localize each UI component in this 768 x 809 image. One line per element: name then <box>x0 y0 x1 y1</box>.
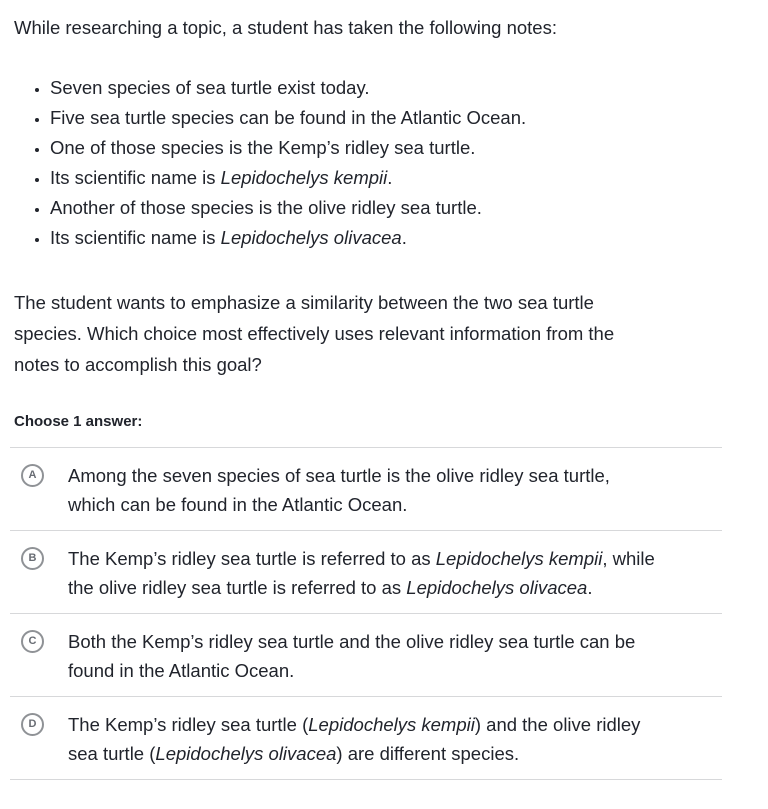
answer-choices <box>10 447 722 780</box>
text-run: found in the Atlantic Ocean. <box>68 660 295 681</box>
choice-radio-circle[interactable] <box>21 713 44 736</box>
text-run: . <box>401 227 407 248</box>
text-run: . <box>587 577 593 598</box>
text-run: The Kemp’s ridley sea turtle is referred to as <box>68 548 436 569</box>
text-run: Its scientific name is <box>50 227 221 248</box>
note-item <box>50 163 754 193</box>
text-run: The Kemp’s ridley sea turtle ( <box>68 714 309 735</box>
intro-text: While researching a topic, a student has taken the following notes: <box>14 17 557 38</box>
scientific-name-italic: Lepidochelys kempii <box>220 167 388 188</box>
text-run: Five sea turtle species can be found in the Atlantic Ocean. <box>50 107 527 128</box>
choice-text <box>68 461 610 519</box>
text-run: notes to accomplish this goal? <box>14 354 262 375</box>
notes-list <box>14 73 754 253</box>
scientific-name-italic: Lepidochelys olivacea <box>220 227 402 248</box>
text-run: , while <box>602 548 655 569</box>
choice-letter: A <box>28 469 37 481</box>
choose-answer-label: Choose 1 answer: <box>14 413 143 430</box>
note-item <box>50 223 754 253</box>
scientific-name-italic: Lepidochelys olivacea <box>406 577 588 598</box>
answer-choice[interactable] <box>10 447 722 530</box>
text-run: which can be found in the Atlantic Ocean. <box>68 494 408 515</box>
text-run: Both the Kemp’s ridley sea turtle and the olive ridley sea turtle can be <box>68 631 636 652</box>
text-run: the olive ridley sea turtle is referred to as <box>68 577 407 598</box>
answer-choice[interactable] <box>10 696 722 780</box>
choice-text <box>68 710 640 768</box>
text-run: sea turtle ( <box>68 743 156 764</box>
text-run: ) are different species. <box>336 743 520 764</box>
text-run: species. Which choice most effectively uses relevant information from the <box>14 323 615 344</box>
scientific-name-italic: Lepidochelys kempii <box>435 548 603 569</box>
text-run: Its scientific name is <box>50 167 221 188</box>
question-text <box>14 287 714 380</box>
scientific-name-italic: Lepidochelys kempii <box>308 714 475 735</box>
text-run: Seven species of sea turtle exist today. <box>50 77 370 98</box>
note-item <box>50 103 754 133</box>
text-run: Among the seven species of sea turtle is the olive ridley sea turtle, <box>68 465 610 486</box>
text-run: . <box>387 167 393 188</box>
note-item <box>50 193 754 223</box>
answer-choice[interactable] <box>10 613 722 696</box>
choice-letter: B <box>28 552 37 564</box>
text-run: ) and the olive ridley <box>474 714 641 735</box>
text-run: Another of those species is the olive ridley sea turtle. <box>50 197 482 218</box>
choice-letter: D <box>28 718 37 730</box>
choice-radio-circle[interactable] <box>21 547 44 570</box>
scientific-name-italic: Lepidochelys olivacea <box>155 743 337 764</box>
text-run: The student wants to emphasize a similarity between the two sea turtle <box>14 292 594 313</box>
text-run: One of those species is the Kemp’s ridley sea turtle. <box>50 137 476 158</box>
choice-radio-circle[interactable] <box>21 464 44 487</box>
choice-letter: C <box>28 635 37 647</box>
question-page <box>0 13 768 809</box>
note-item <box>50 133 754 163</box>
choice-radio-circle[interactable] <box>21 630 44 653</box>
note-item <box>50 73 754 103</box>
choice-text <box>68 627 635 685</box>
answer-choice[interactable] <box>10 530 722 613</box>
choice-text <box>68 544 655 602</box>
